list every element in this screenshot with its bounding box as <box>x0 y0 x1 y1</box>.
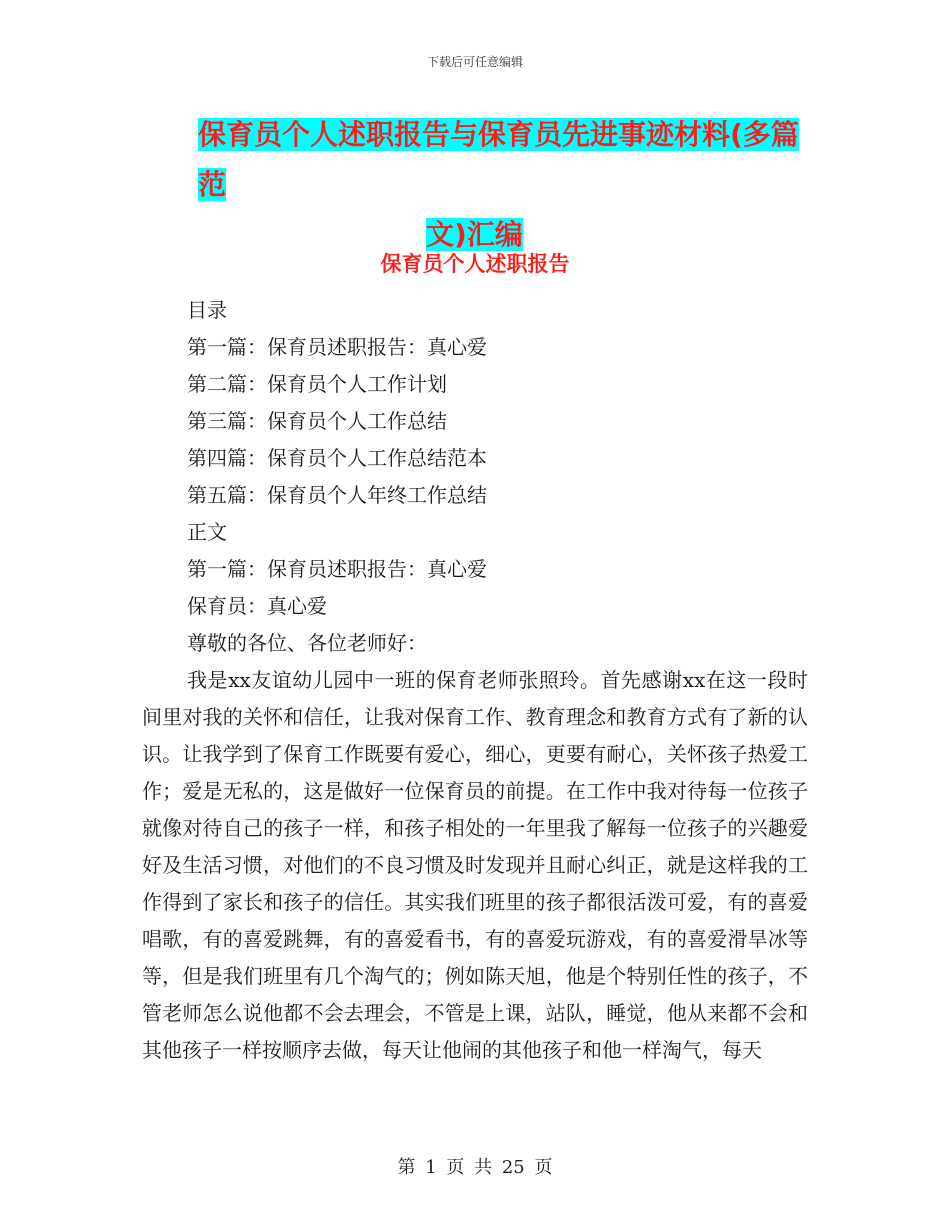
toc-line: 第二篇：保育员个人工作计划 <box>187 372 447 396</box>
header-note: 下载后可任意编辑 <box>426 55 523 69</box>
section-title: 保育员个人述职报告 <box>380 252 570 276</box>
toc-line: 第一篇：保育员述职报告：真心爱 <box>187 335 487 359</box>
toc-line: 第四篇：保育员个人工作总结范本 <box>187 446 487 470</box>
page-footer: 第 1 页 共 25 页 <box>397 1157 553 1178</box>
toc-line: 第一篇：保育员述职报告：真心爱 <box>187 557 487 581</box>
toc-line: 尊敬的各位、各位老师好： <box>187 631 427 655</box>
document-title <box>198 110 808 260</box>
toc-line: 保育员：真心爱 <box>187 594 327 618</box>
toc-line: 目录 <box>187 298 227 322</box>
toc-line: 第三篇：保育员个人工作总结 <box>187 409 447 433</box>
table-of-contents <box>187 292 487 662</box>
toc-line: 正文 <box>187 520 227 544</box>
title-line-2: 文)汇编 <box>426 218 523 251</box>
body-paragraph: 我是xx友谊幼儿园中一班的保育老师张照玲。首先感谢xx在这一段时间里对我的关怀和信任，让我对保育工作、教育理念和教育方式有了新的认识。让我学到了保育工作既要有爱心，细心，更要有耐心，关怀孩子热爱工作；爱是无私的，这是做好一位保育员的前提。在工作中我对待每一位孩子就像对待自己的孩子一样，和孩子相处的一年里我了解每一位孩子的兴趣爱好及生活习惯，对他们的不良习惯及时发现并且耐心纠正，就是这样我的工作得到了家长和孩子的信任。其实我们班里的孩子都很活泼可爱，有的喜爱唱歌，有的喜爱跳舞，有的喜爱看书，有的喜爱玩游戏，有的喜爱滑旱冰等等，但是我们班里有几个淘气的；例如陈天旭，他是个特别任性的孩子，不管老师怎么说他都不会去理会，不管是上课，站队，睡觉，他从来都不会和其他孩子一样按顺序去做，每天让他闹的其他孩子和他一样淘气，每天 <box>142 668 808 1062</box>
title-line-1: 保育员个人述职报告与保育员先进事迹材料(多篇范 <box>198 118 799 201</box>
toc-line: 第五篇：保育员个人年终工作总结 <box>187 483 487 507</box>
